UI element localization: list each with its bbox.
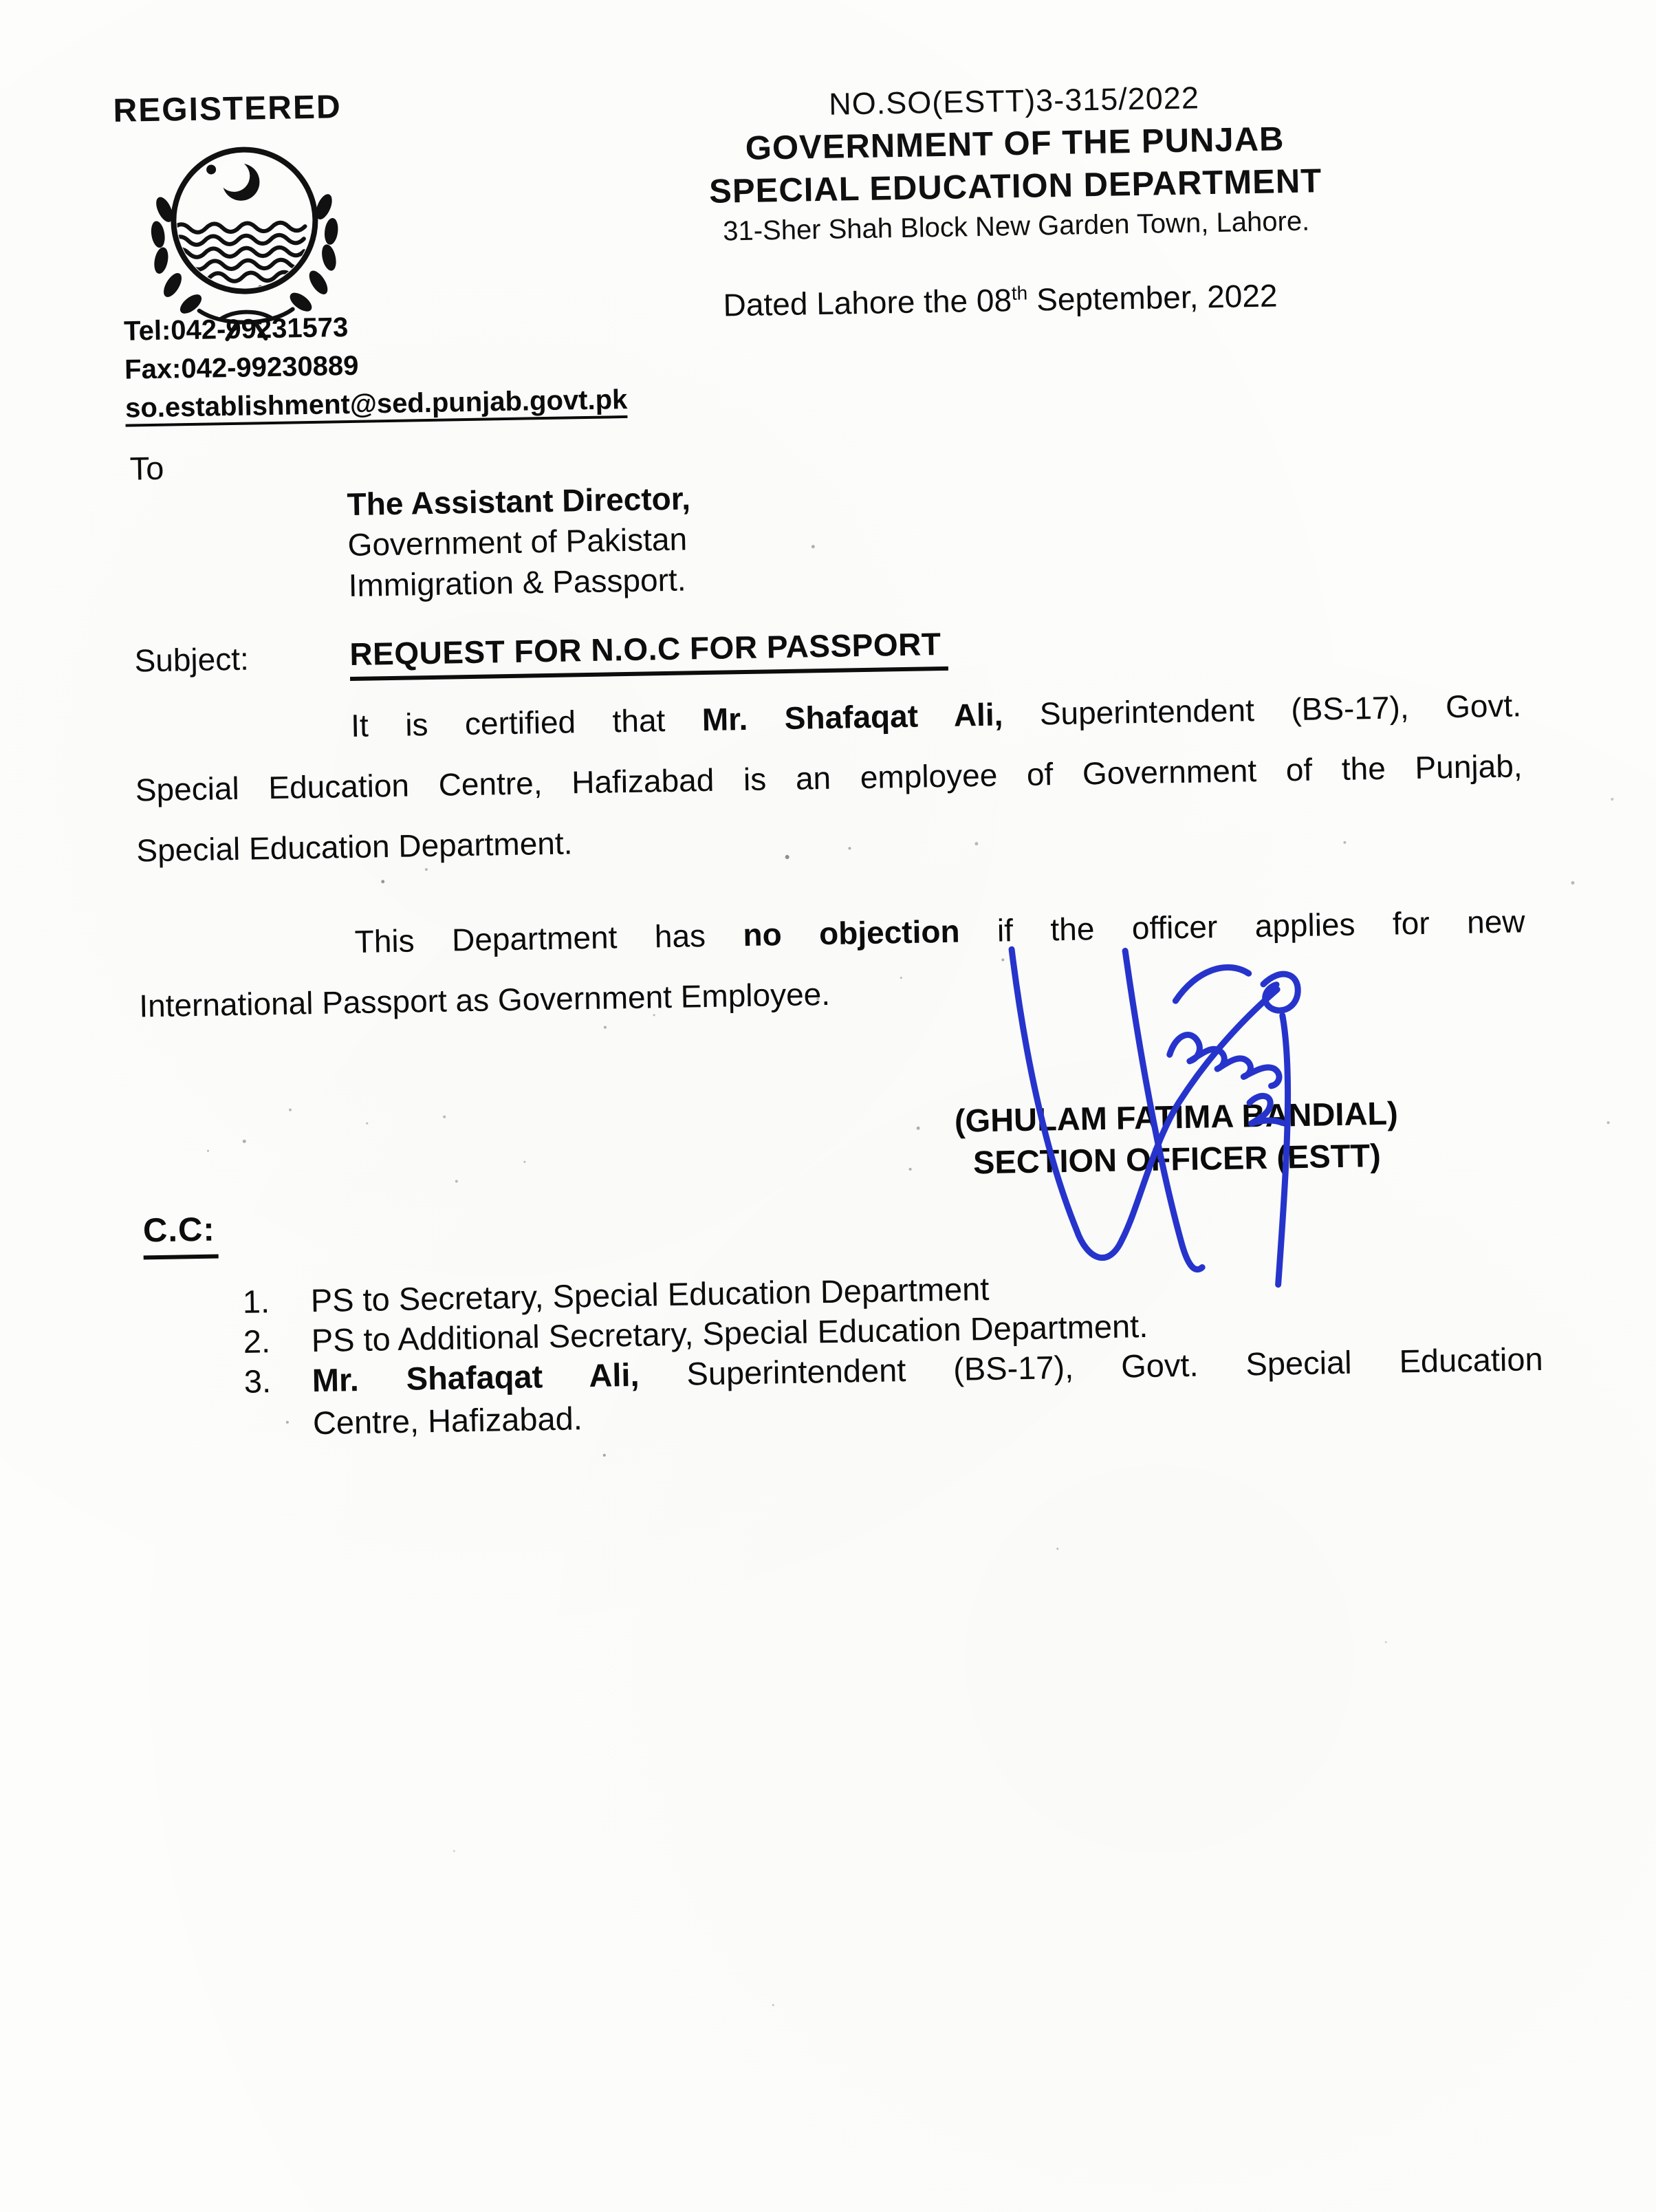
department-address: 31-Sher Shah Block New Garden Town, Lahore. bbox=[722, 206, 1310, 247]
paragraph2-line2: International Passport as Government Employee. bbox=[138, 975, 831, 1024]
scan-speck bbox=[243, 1140, 246, 1143]
scan-speck bbox=[772, 2004, 774, 2006]
cc-item-3-number: 3. bbox=[243, 1363, 272, 1400]
scan-speck bbox=[848, 847, 851, 849]
letterhead-block bbox=[642, 77, 1388, 249]
scan-speck bbox=[455, 1180, 458, 1182]
signer-name: (GHULAM FATIMA BANDIAL) bbox=[954, 1094, 1399, 1139]
scan-speck bbox=[900, 977, 902, 979]
recipient-dept: Immigration & Passport. bbox=[348, 561, 686, 604]
cc-item-1-text: PS to Secretary, Special Education Department bbox=[310, 1270, 990, 1319]
signer-title: SECTION OFFICER (ESTT) bbox=[972, 1136, 1382, 1181]
scan-speck bbox=[381, 880, 384, 883]
cc-employee-name: Mr. Shafaqat Ali, bbox=[312, 1356, 640, 1399]
scan-speck bbox=[286, 1421, 289, 1424]
scan-speck bbox=[1385, 1641, 1387, 1643]
handwritten-signature bbox=[968, 893, 1346, 1305]
paragraph1-line1: It is certified that Mr. Shafaqat Ali, Superintendent (BS-17), Govt. bbox=[350, 687, 1522, 744]
scan-noise-layer bbox=[0, 0, 1637, 14]
scan-speck bbox=[1571, 881, 1574, 885]
subject-title: REQUEST FOR N.O.C FOR PASSPORT bbox=[349, 625, 948, 681]
recipient-block bbox=[347, 478, 692, 606]
scan-speck bbox=[917, 1127, 920, 1130]
cc-item-1-number: 1. bbox=[242, 1283, 270, 1320]
scan-speck bbox=[443, 1116, 446, 1118]
email-line: so.establishment@sed.punjab.govt.pk bbox=[125, 384, 628, 427]
recipient-name: The Assistant Director, bbox=[347, 480, 691, 523]
department-title: SPECIAL EDUCATION DEPARTMENT bbox=[708, 162, 1322, 210]
paragraph2-line1: This Department has no objection if the officer applies for new bbox=[354, 903, 1525, 959]
tel-line: Tel:042-99231573 bbox=[123, 312, 349, 347]
subject-label: Subject: bbox=[134, 640, 250, 679]
date-line: Dated Lahore the 08th September, 2022 bbox=[723, 277, 1278, 323]
scan-speck bbox=[785, 855, 789, 859]
scan-speck bbox=[1611, 798, 1613, 801]
scan-speck bbox=[1607, 1121, 1610, 1124]
scan-speck bbox=[425, 868, 428, 871]
cc-item-3-line2: Centre, Hafizabad. bbox=[312, 1400, 583, 1442]
scan-speck bbox=[289, 1109, 292, 1112]
cc-item-1 bbox=[242, 1260, 1542, 1320]
cc-item-2-number: 2. bbox=[243, 1323, 271, 1360]
cc-item-2-text: PS to Additional Secretary, Special Education Department. bbox=[311, 1307, 1148, 1359]
cc-label: C.C: bbox=[143, 1211, 219, 1260]
scan-speck bbox=[811, 545, 815, 548]
scan-speck bbox=[909, 1168, 912, 1171]
scan-speck bbox=[604, 1026, 607, 1029]
scan-speck bbox=[603, 1454, 606, 1457]
paragraph1-line3: Special Education Department. bbox=[135, 825, 573, 869]
scan-speck bbox=[1056, 1548, 1058, 1550]
registered-label: REGISTERED bbox=[113, 89, 342, 129]
to-label: To bbox=[129, 449, 164, 487]
scan-speck bbox=[974, 842, 978, 845]
government-title: GOVERNMENT OF THE PUNJAB bbox=[745, 120, 1285, 167]
scan-speck bbox=[816, 997, 819, 1000]
paragraph1-line2: Special Education Centre, Hafizabad is an employee of Government of the Punjab, bbox=[135, 748, 1523, 808]
scan-speck bbox=[523, 1161, 525, 1163]
fax-line: Fax:042-99230889 bbox=[124, 350, 359, 385]
scan-speck bbox=[366, 1123, 368, 1125]
date-ordinal: th bbox=[1011, 282, 1028, 304]
no-objection-phrase: no objection bbox=[743, 913, 960, 953]
scan-speck bbox=[653, 1014, 655, 1016]
contact-block bbox=[124, 303, 628, 428]
employee-name: Mr. Shafaqat Ali, bbox=[701, 696, 1003, 738]
reference-number: NO.SO(ESTT)3-315/2022 bbox=[828, 80, 1200, 122]
cc-item-3-text: Mr. Shafaqat Ali, Superintendent (BS-17), Govt. Special Education bbox=[312, 1340, 1544, 1399]
scan-speck bbox=[207, 1150, 209, 1152]
scan-speck bbox=[1343, 841, 1346, 844]
scan-speck bbox=[453, 1850, 455, 1852]
recipient-org: Government of Pakistan bbox=[347, 521, 688, 563]
